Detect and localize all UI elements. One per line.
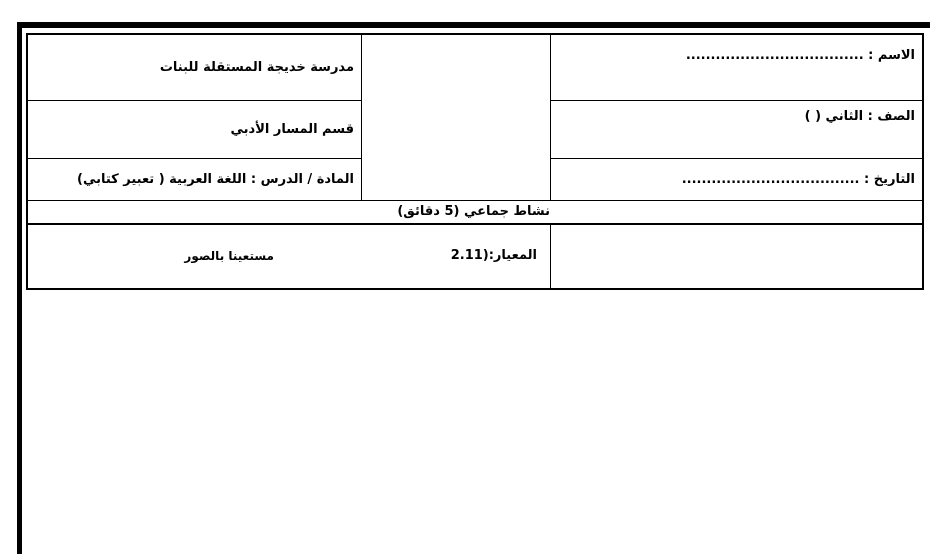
column-divider <box>550 33 551 201</box>
column-divider <box>361 33 362 201</box>
school-name: مدرسة خديجة المستقلة للبنات <box>159 60 354 75</box>
table-border-left <box>26 33 28 290</box>
student-name-field[interactable]: الاسم : .................................... <box>685 48 915 63</box>
criterion-text: مستعينا بالصور <box>184 249 274 263</box>
row-divider <box>26 223 924 225</box>
subject-lesson: المادة / الدرس : اللغة العربية ( تعبير كتابي) <box>77 172 354 187</box>
department-name: قسم المسار الأدبي <box>230 122 354 137</box>
row-divider <box>550 100 924 101</box>
table-border-right <box>922 33 924 290</box>
criterion-label: المعيار:(2.11 <box>450 248 537 263</box>
date-field[interactable]: التاريخ : .................................... <box>681 172 915 187</box>
table-border-bottom <box>26 288 924 290</box>
row-divider <box>26 158 362 159</box>
activity-title: نشاط جماعي (5 دقائق) <box>397 204 550 219</box>
column-divider <box>550 224 551 289</box>
row-divider <box>26 200 924 201</box>
row-divider <box>550 158 924 159</box>
row-divider <box>26 100 362 101</box>
class-field[interactable]: الصف : الثاني ( ) <box>804 109 915 124</box>
table-border-top <box>26 33 924 35</box>
